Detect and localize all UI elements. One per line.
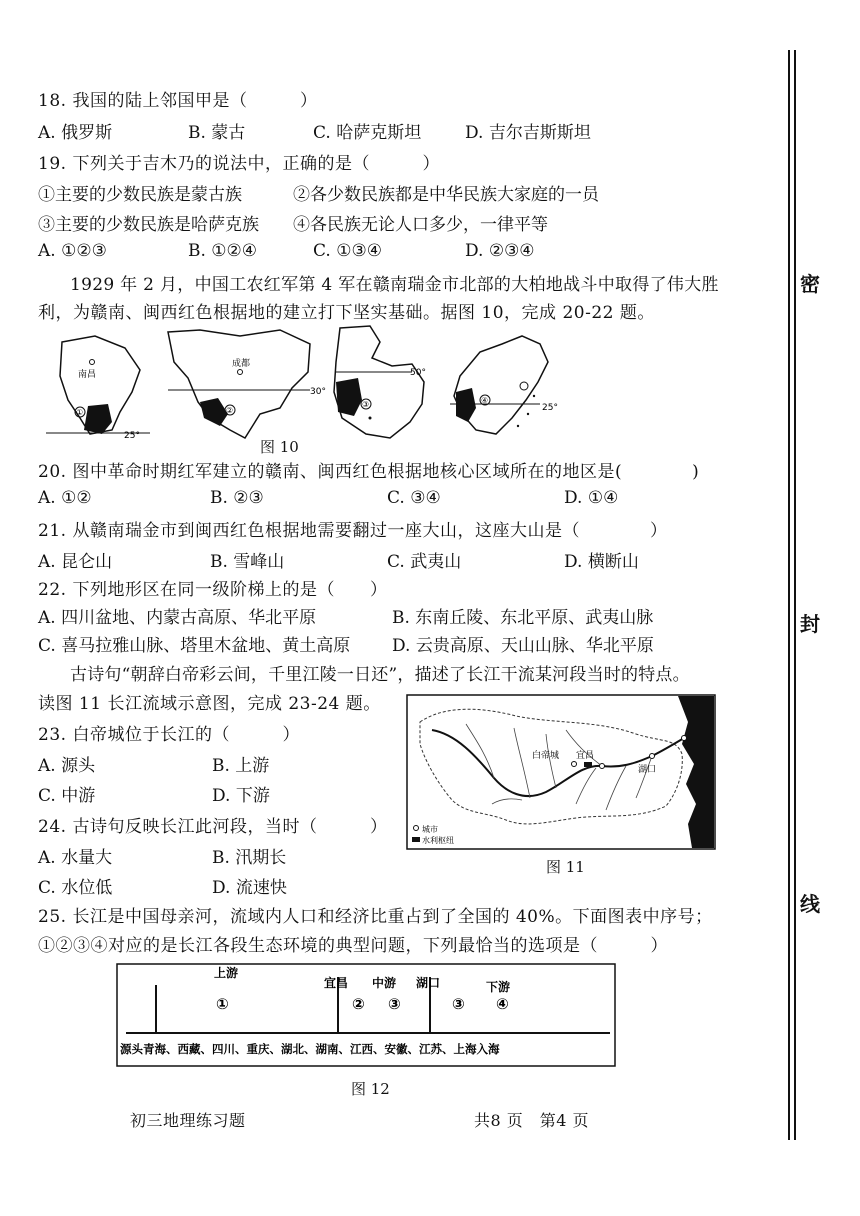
- q22-stem: 22. 下列地形区在同一级阶梯上的是（ ）: [38, 580, 388, 600]
- q22-option-d[interactable]: D. 云贵高原、天山山脉、华北平原: [392, 636, 654, 656]
- q22-option-c[interactable]: C. 喜马拉雅山脉、塔里木盆地、黄土高原: [38, 636, 351, 656]
- fig12-upper: 上游: [214, 966, 239, 980]
- q21-option-d[interactable]: D. 横断山: [564, 552, 639, 572]
- map2-city-label: 成都: [232, 359, 251, 369]
- q20-option-a[interactable]: A. ①②: [38, 488, 92, 508]
- map1-city-label: 南昌: [78, 370, 97, 380]
- q21-option-c[interactable]: C. 武夷山: [387, 552, 462, 572]
- q18-option-d[interactable]: D. 吉尔吉斯斯坦: [465, 123, 591, 143]
- fig11-label-baidi: 白帝城: [532, 751, 560, 761]
- fig12-middle: 中游: [372, 976, 397, 990]
- q23-option-a[interactable]: A. 源头: [38, 756, 96, 776]
- q18-option-a[interactable]: A. 俄罗斯: [38, 123, 113, 143]
- q23-stem: 23. 白帝城位于长江的（ ）: [38, 725, 300, 745]
- map2-mark: ②: [226, 406, 234, 415]
- q19-option-a[interactable]: A. ①②③: [38, 241, 107, 261]
- map-sichuan: [168, 330, 326, 438]
- q18-option-b[interactable]: B. 蒙古: [188, 123, 246, 143]
- intro23-line2: 读图 11 长江流域示意图，完成 23-24 题。: [38, 694, 381, 714]
- fig12-yichang: 宜昌: [324, 976, 349, 990]
- q22-option-a[interactable]: A. 四川盆地、内蒙古高原、华北平原: [38, 608, 317, 628]
- q24-option-a[interactable]: A. 水量大: [38, 848, 113, 868]
- binding-line: [788, 50, 796, 1140]
- q25-line1: 25. 长江是中国母亲河，流域内人口和经济比重占到了全国的 40%。下面图表中序号；: [38, 907, 713, 927]
- q20-stem: 20. 图中革命时期红军建立的赣南、闽西红色根据地核心区域所在的地区是( ): [38, 462, 700, 482]
- figure-11-yangtze-map: [406, 694, 716, 850]
- map4-mark: ④: [481, 396, 489, 405]
- q25-line2: ①②③④对应的是长江各段生态环境的典型问题，下列最恰当的选项是（ ）: [38, 936, 668, 956]
- footer-pages: 共8 页 第4 页: [474, 1111, 590, 1130]
- map-fujian: [450, 336, 558, 434]
- map1-lat: 25°: [124, 431, 140, 441]
- q22-option-b[interactable]: B. 东南丘陵、东北平原、武夷山脉: [392, 608, 654, 628]
- q19-statement-1: ①主要的少数民族是蒙古族: [38, 185, 242, 205]
- map1-mark: ①: [76, 408, 84, 417]
- figure-10-maps: [40, 322, 600, 454]
- q19-stem: 19. 下列关于吉木乃的说法中，正确的是（ ）: [38, 154, 440, 174]
- intro20-line2: 利，为赣南、闽西红色根据地的建立打下坚实基础。据图 10，完成 20-22 题。: [38, 303, 655, 323]
- binding-char-xian: 线: [800, 892, 820, 916]
- map3-lat: 50°: [410, 368, 426, 378]
- q21-stem: 21. 从赣南瑞金市到闽西红色根据地需要翻过一座大山，这座大山是（ ）: [38, 521, 668, 541]
- fig12-mark-3b: ③: [452, 995, 465, 1013]
- q24-option-c[interactable]: C. 水位低: [38, 878, 113, 898]
- fig12-route: 源头青海、西藏、四川、重庆、湖北、湖南、江西、安徽、江苏、上海入海: [120, 1042, 500, 1056]
- fig11-legend-city: 城市: [422, 825, 438, 834]
- map-heilongjiang: [334, 326, 426, 438]
- intro20-line1: 1929 年 2 月，中国工农红军第 4 军在赣南瑞金市北部的大柏地战斗中取得了伟大胜: [70, 275, 719, 295]
- q23-option-c[interactable]: C. 中游: [38, 786, 96, 806]
- q23-option-d[interactable]: D. 下游: [212, 786, 270, 806]
- fig12-mark-4: ④: [496, 995, 509, 1013]
- q19-statement-3: ③主要的少数民族是哈萨克族: [38, 215, 259, 235]
- q24-option-d[interactable]: D. 流速快: [212, 878, 287, 898]
- q24-stem: 24. 古诗句反映长江此河段，当时（ ）: [38, 817, 388, 837]
- map-jiangxi: [46, 336, 150, 441]
- q19-option-b[interactable]: B. ①②④: [188, 241, 258, 261]
- q20-option-b[interactable]: B. ②③: [210, 488, 264, 508]
- q21-option-a[interactable]: A. 昆仑山: [38, 552, 113, 572]
- fig12-hukou: 湖口: [416, 976, 441, 990]
- fig12-mark-2: ②: [352, 995, 365, 1013]
- map3-mark: ③: [362, 400, 370, 409]
- q19-statement-4: ④各民族无论人口多少，一律平等: [293, 215, 548, 235]
- fig11-label-shanghai: 上海: [668, 725, 687, 735]
- binding-char-mi: 密: [800, 272, 820, 296]
- q18-option-c[interactable]: C. 哈萨克斯坦: [313, 123, 422, 143]
- figure-12-caption: 图 12: [351, 1080, 390, 1098]
- q20-option-d[interactable]: D. ①④: [564, 488, 619, 508]
- q19-statement-2: ②各少数民族都是中华民族大家庭的一员: [293, 185, 599, 205]
- fig11-label-yichang: 宜昌: [576, 751, 595, 761]
- q18-stem: 18. 我国的陆上邻国甲是（ ）: [38, 91, 318, 111]
- figure-10-caption: 图 10: [260, 438, 299, 456]
- fig11-label-hukou: 湖口: [638, 765, 657, 775]
- q23-option-b[interactable]: B. 上游: [212, 756, 270, 776]
- q24-option-b[interactable]: B. 汛期长: [212, 848, 287, 868]
- fig11-legend-dam: 水利枢纽: [422, 836, 454, 845]
- intro23-line1: 古诗句“朝辞白帝彩云间，千里江陵一日还”，描述了长江干流某河段当时的特点。: [70, 665, 690, 685]
- fig12-mark-3: ③: [388, 995, 401, 1013]
- q19-option-d[interactable]: D. ②③④: [465, 241, 535, 261]
- figure-11-caption: 图 11: [546, 858, 585, 876]
- fig12-mark-1: ①: [216, 995, 229, 1013]
- q19-option-c[interactable]: C. ①③④: [313, 241, 382, 261]
- q20-option-c[interactable]: C. ③④: [387, 488, 441, 508]
- footer-title: 初三地理练习题: [130, 1111, 246, 1130]
- q21-option-b[interactable]: B. 雪峰山: [210, 552, 285, 572]
- binding-char-feng: 封: [800, 612, 820, 636]
- fig12-lower: 下游: [486, 980, 511, 994]
- figure-12-diagram: [116, 963, 616, 1067]
- map4-lat: 25°: [542, 403, 558, 413]
- map2-lat: 30°: [310, 387, 326, 397]
